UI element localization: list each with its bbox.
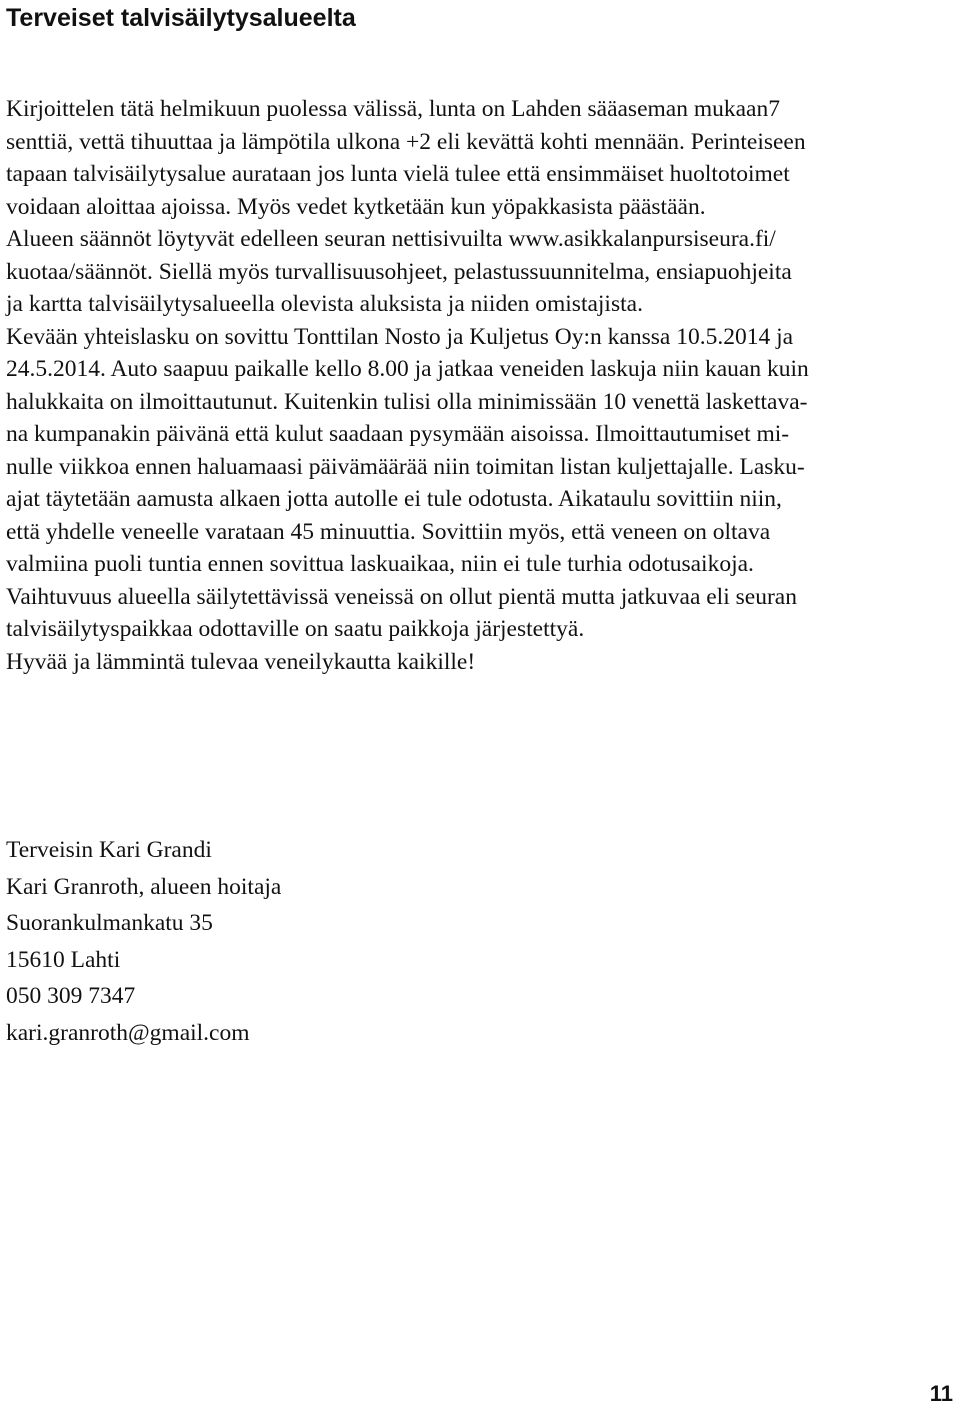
signature-phone: 050 309 7347 [6,983,136,1009]
body-line: voidaan aloittaa ajoissa. Myös vedet kytketään kun yöpakkasista päästään. [6,193,706,220]
body-line: 24.5.2014. Auto saapuu paikalle kello 8.00 ja jatkaa veneiden laskuja niin kauan kuin [6,356,809,382]
body-line: nulle viikkoa ennen haluamaasi päivämäärää niin toimitan listan kuljettajalle. Lasku- [6,453,805,480]
body-line: valmiina puoli tuntia ennen sovittua laskuaikaa, niin ei tule turhia odotusaikoja. [6,551,754,577]
page-title: Terveiset talvisäilytysalueelta [6,4,356,32]
body-line: tapaan talvisäilytysalue aurataan jos lunta vielä tulee että ensimmäiset huoltotoimet [6,161,790,187]
body-line: että yhdelle veneelle varataan 45 minuuttia. Sovittiin myös, että veneen on oltava [6,518,771,545]
body-line: Alueen säännöt löytyvät edelleen seuran nettisivuilta www.asikkalanpursiseura.fi/ [6,226,776,252]
signature-block [6,832,281,1051]
body-line: talvisäilytyspaikkaa odottaville on saatu paikkoja järjestettyä. [6,616,585,642]
body-line: ja kartta talvisäilytysalueella olevista aluksista ja niiden omistajista. [6,291,643,317]
page-number: 11 [929,1381,953,1406]
article-body [6,93,956,678]
signature-postal: 15610 Lahti [6,946,121,973]
body-line: ajat täytetään aamusta alkaen jotta autolle ei tule odotusta. Aikataulu sovittiin niin, [6,486,782,512]
closing-line: Hyvää ja lämmintä tulevaa veneilykautta kaikille! [6,648,476,675]
body-line: kuotaa/säännöt. Siellä myös turvallisuusohjeet, pelastussuunnitelma, ensiapuohjeita [6,258,792,285]
body-line: senttiä, vettä tihuuttaa ja lämpötila ulkona +2 eli kevättä kohti mennään. Perinteiseen [6,128,806,155]
body-line: na kumpanakin päivänä että kulut saadaan pysymään aisoissa. Ilmoittautumiset mi- [6,421,790,447]
signature-greeting: Terveisin Kari Grandi [6,837,212,863]
body-line: Kevään yhteislasku on sovittu Tonttilan Nosto ja Kuljetus Oy:n kanssa 10.5.2014 ja [6,323,794,350]
body-line: Kirjoittelen tätä helmikuun puolessa välissä, lunta on Lahden sääaseman mukaan7 [6,96,780,122]
body-line: halukkaita on ilmoittautunut. Kuitenkin tulisi olla minimissään 10 venettä laskettava- [6,388,808,415]
signature-street: Suorankulmankatu 35 [6,910,213,936]
body-line: Vaihtuvuus alueella säilytettävissä veneissä on ollut pientä mutta jatkuvaa eli seuran [6,583,797,610]
signature-name-role: Kari Granroth, alueen hoitaja [6,873,282,900]
signature-email: kari.granroth@gmail.com [6,1019,250,1046]
